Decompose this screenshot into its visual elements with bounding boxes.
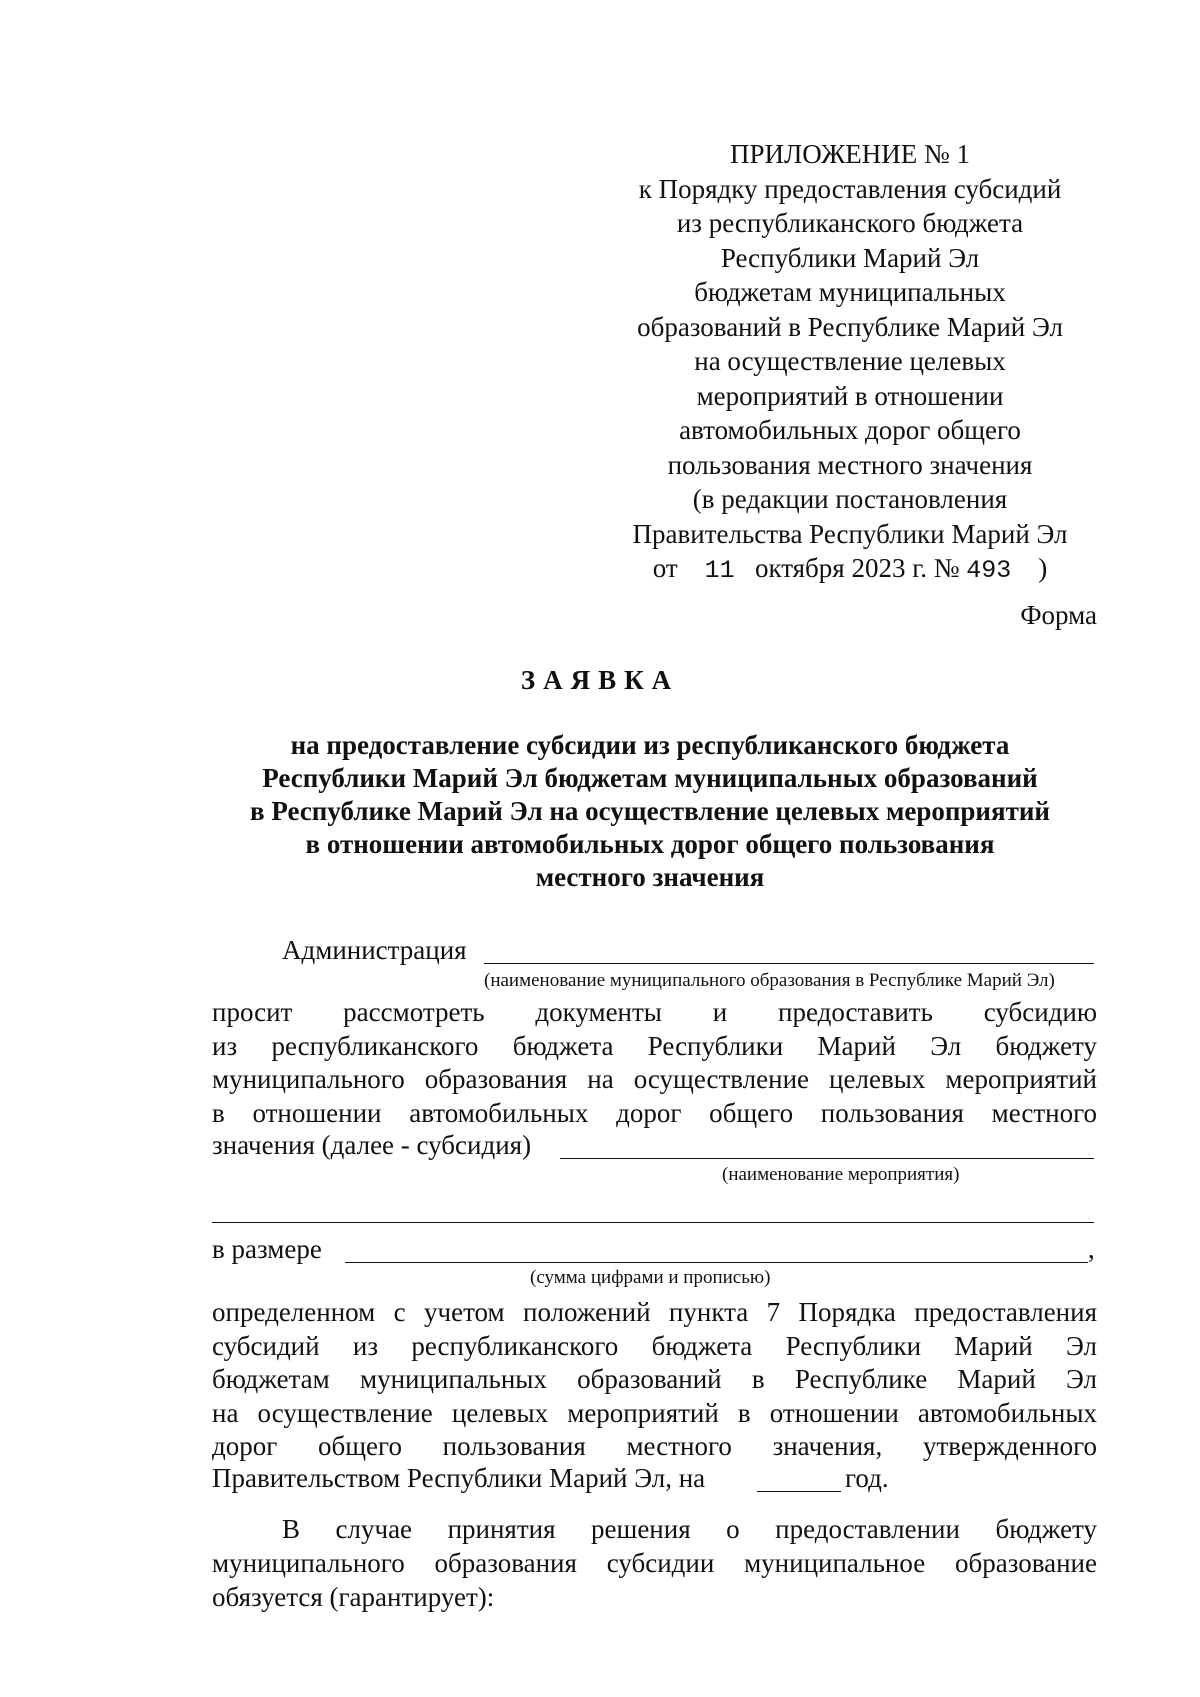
date-day: 11: [704, 556, 735, 585]
obligation-paragraph: [212, 1513, 1097, 1580]
form-label: Форма: [1020, 600, 1097, 630]
appendix-line: пользования местного значения: [667, 449, 1033, 480]
subtitle-line: в отношении автомобильных дорог общего пользования: [305, 829, 995, 859]
appendix-line: бюджетам муниципальных: [694, 277, 1006, 307]
determined-line: определенном с учетом положений пункта 7 Порядка предоставления: [212, 1297, 1097, 1327]
subtitle-line: на предоставление субсидии из республиканского бюджета: [290, 730, 1010, 760]
determined-line: субсидий из республиканского бюджета Республики Марий Эл: [212, 1330, 1097, 1361]
determined-line: на осуществление целевых мероприятий в отношении автомобильных: [212, 1397, 1097, 1428]
resolution-number: 493: [966, 556, 1012, 585]
request-line: из республиканского бюджета Республики Марий Эл бюджету: [212, 1030, 1097, 1061]
administration-caption: (наименование муниципального образования в Республике Марий Эл): [484, 970, 1055, 991]
appendix-header: [620, 137, 1080, 589]
obligation-last-line: обязуется (гарантирует):: [212, 1582, 495, 1612]
appendix-line: Республики Марий Эл: [720, 242, 980, 273]
appendix-line: из республиканского бюджета: [676, 208, 1024, 238]
determined-paragraph: [212, 1296, 1097, 1464]
event-name-field[interactable]: [560, 1158, 1094, 1159]
appendix-line: мероприятий в отношении: [696, 380, 1004, 411]
year-field[interactable]: [757, 1491, 841, 1492]
appendix-line: ПРИЛОЖЕНИЕ № 1: [729, 139, 971, 169]
subsidy-label: значения (далее - субсидия): [212, 1130, 532, 1160]
obligation-last-row: [212, 1582, 1097, 1616]
determined-line: дорог общего пользования местного значения, утвержденного: [212, 1431, 1097, 1461]
approved-label: Правительством Республики Марий Эл, на: [212, 1463, 706, 1493]
request-paragraph: [212, 996, 1097, 1130]
administration-label: Администрация: [282, 935, 467, 965]
obligation-line: В случае принятия решения о предоставлении бюджету: [282, 1514, 1097, 1544]
date-prefix: от: [652, 553, 678, 583]
subtitle-line: Республики Марий Эл бюджетам муниципальных образований: [262, 763, 1038, 793]
appendix-line: на осуществление целевых: [694, 346, 1006, 376]
subtitle-line: в Республике Марий Эл на осуществление целевых мероприятий: [250, 796, 1050, 826]
appendix-line: Правительства Республики Марий Эл: [632, 518, 1068, 549]
approved-row: [212, 1463, 1097, 1497]
request-line: муниципального образования на осуществление целевых мероприятий: [212, 1064, 1097, 1094]
appendix-line: к Порядку предоставления субсидий: [638, 173, 1062, 204]
appendix-line: образований в Республике Марий Эл: [637, 311, 1063, 342]
date-month-year: октября 2023 г. №: [754, 553, 960, 583]
administration-field[interactable]: [484, 963, 1094, 964]
determined-line: бюджетам муниципальных образований в Республике Марий Эл: [212, 1364, 1097, 1394]
year-label: год.: [845, 1463, 889, 1493]
amount-field[interactable]: [345, 1262, 1088, 1263]
request-line: в отношении автомобильных дорог общего пользования местного: [212, 1097, 1097, 1128]
amount-caption: (сумма цифрами и прописью): [530, 1267, 771, 1288]
obligation-line: муниципального образования субсидии муниципальное образование: [212, 1547, 1097, 1578]
event-name-continuation-field[interactable]: [212, 1222, 1094, 1223]
document-subtitle: [200, 729, 1100, 894]
document-title: ЗАЯВКА: [520, 665, 680, 695]
subtitle-line: местного значения: [535, 862, 765, 892]
request-line: просит рассмотреть документы и предоставить субсидию: [212, 997, 1097, 1027]
amount-comma: ,: [1088, 1234, 1095, 1264]
event-caption: (наименование мероприятия): [722, 1164, 960, 1185]
amount-label: в размере: [212, 1234, 322, 1264]
appendix-line: автомобильных дорог общего: [679, 415, 1021, 445]
appendix-line: (в редакции постановления: [692, 484, 1008, 514]
date-close-paren: ): [1038, 553, 1048, 583]
appendix-date-line: [620, 551, 1080, 589]
